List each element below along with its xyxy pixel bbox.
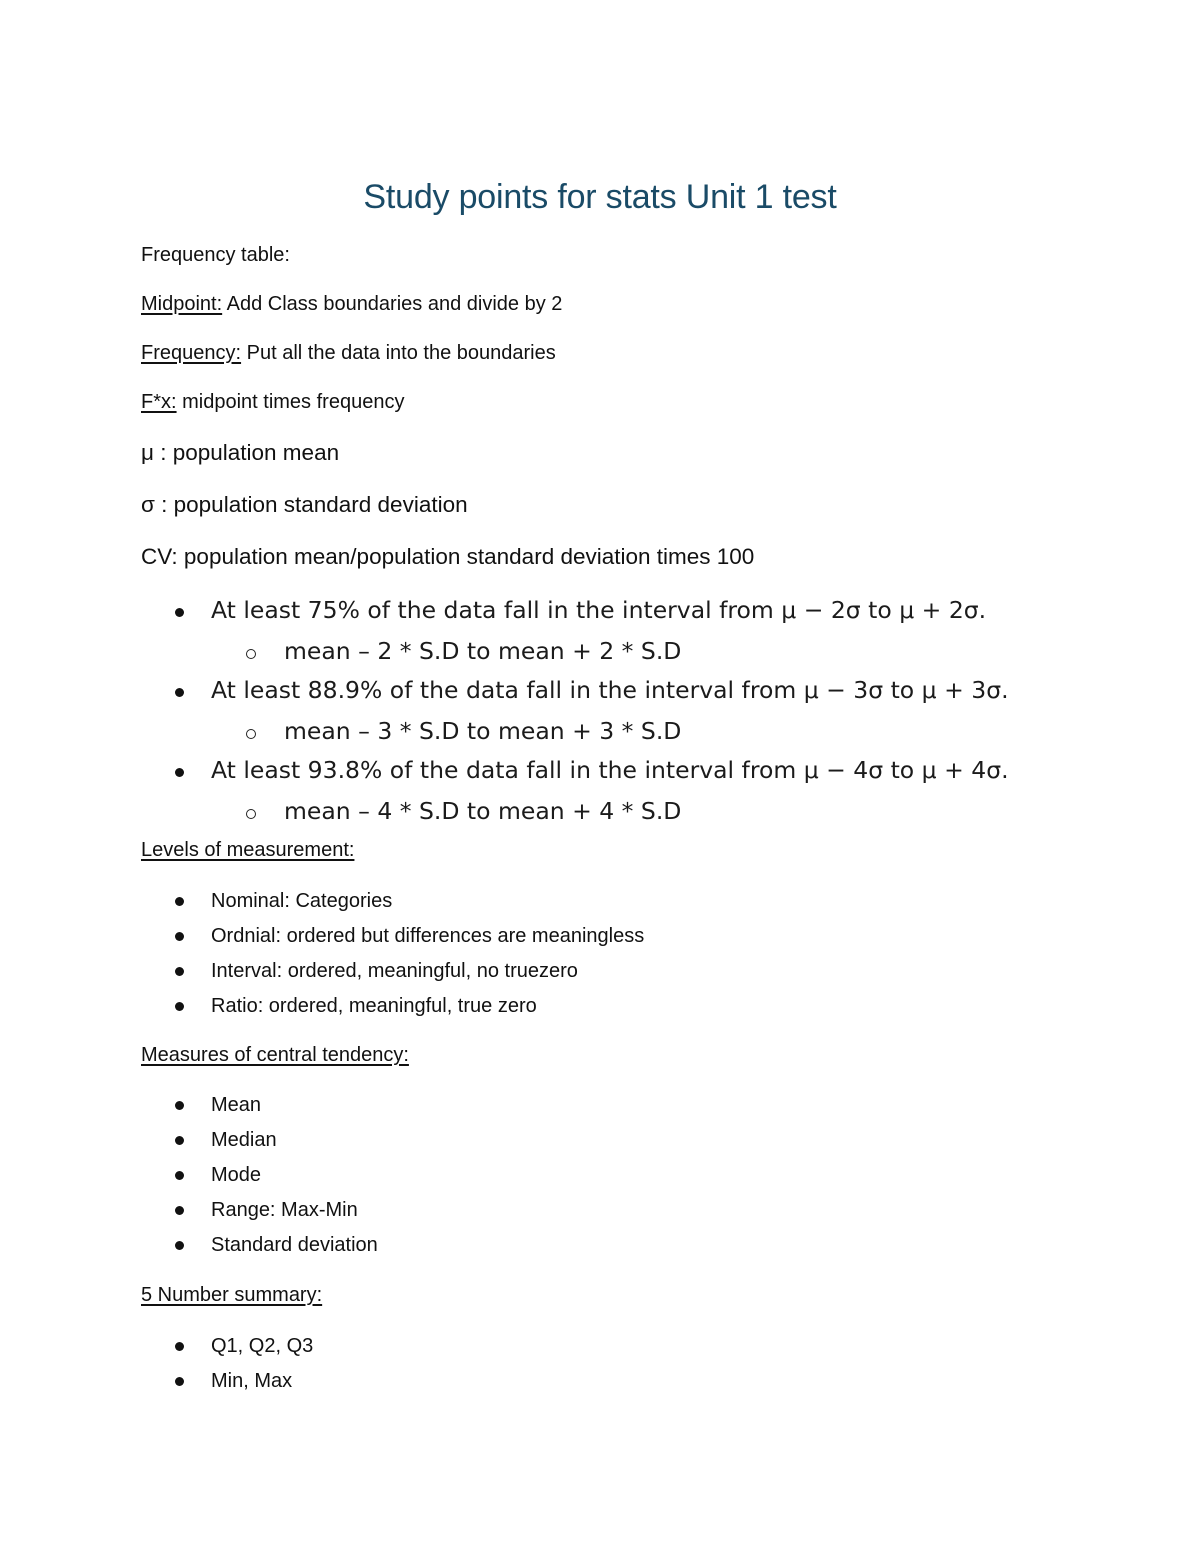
- frequency-text: Put all the data into the boundaries: [241, 342, 556, 364]
- bullet-icon: [175, 1206, 184, 1215]
- bullet-icon: [175, 1136, 184, 1145]
- midpoint-line: [141, 293, 562, 316]
- bullet-icon: [175, 932, 184, 941]
- central-item: Standard deviation: [211, 1234, 378, 1256]
- bullet-icon: [175, 1342, 184, 1351]
- bullet-icon: [175, 768, 184, 777]
- circle-bullet-icon: [246, 649, 256, 659]
- sigma-definition: σ : population standard deviation: [141, 492, 468, 517]
- central-heading: Measures of central tendency:: [141, 1044, 409, 1066]
- frequency-table-heading: Frequency table:: [141, 244, 290, 266]
- central-item: Median: [211, 1129, 277, 1151]
- midpoint-term: Midpoint:: [141, 293, 223, 315]
- bullet-icon: [175, 1241, 184, 1250]
- bullet-icon: [175, 1171, 184, 1180]
- five-number-heading: 5 Number summary:: [141, 1284, 323, 1306]
- chebyshev-item-3: At least 93.8% of the data fall in the interval from μ − 4σ to μ + 4σ.: [211, 756, 1009, 784]
- bullet-icon: [175, 1002, 184, 1011]
- level-item: Interval: ordered, meaningful, no truezero: [211, 960, 578, 982]
- fx-line: [141, 391, 404, 414]
- fx-term: F*x:: [141, 391, 177, 413]
- frequency-line: [141, 342, 556, 365]
- chebyshev-item-1: At least 75% of the data fall in the interval from μ − 2σ to μ + 2σ.: [211, 596, 987, 624]
- bullet-icon: [175, 967, 184, 976]
- level-item: Ordnial: ordered but differences are meaningless: [211, 925, 645, 947]
- bullet-icon: [175, 688, 184, 697]
- chebyshev-sub-2: mean – 3 * S.D to mean + 3 * S.D: [284, 717, 682, 745]
- chebyshev-sub-3: mean – 4 * S.D to mean + 4 * S.D: [284, 797, 682, 825]
- circle-bullet-icon: [246, 809, 256, 819]
- bullet-icon: [175, 1377, 184, 1386]
- fx-text: midpoint times frequency: [176, 391, 405, 413]
- bullet-icon: [175, 608, 184, 617]
- chebyshev-sub-1: mean – 2 * S.D to mean + 2 * S.D: [284, 637, 682, 665]
- bullet-icon: [175, 897, 184, 906]
- page-title: Study points for stats Unit 1 test: [363, 178, 837, 216]
- five-number-item: Min, Max: [211, 1370, 293, 1392]
- chebyshev-item-2: At least 88.9% of the data fall in the interval from μ − 3σ to μ + 3σ.: [211, 676, 1009, 704]
- central-item: Mean: [211, 1094, 262, 1116]
- mu-definition: μ : population mean: [141, 440, 340, 465]
- cv-definition: CV: population mean/population standard deviation times 100: [141, 544, 755, 569]
- five-number-item: Q1, Q2, Q3: [211, 1335, 314, 1357]
- central-item: Range: Max-Min: [211, 1199, 358, 1221]
- bullet-icon: [175, 1101, 184, 1110]
- central-item: Mode: [211, 1164, 262, 1186]
- circle-bullet-icon: [246, 729, 256, 739]
- levels-heading: Levels of measurement:: [141, 839, 355, 861]
- midpoint-text: Add Class boundaries and divide by 2: [222, 293, 563, 315]
- level-item: Ratio: ordered, meaningful, true zero: [211, 995, 537, 1017]
- level-item: Nominal: Categories: [211, 890, 393, 912]
- frequency-term: Frequency:: [141, 342, 242, 364]
